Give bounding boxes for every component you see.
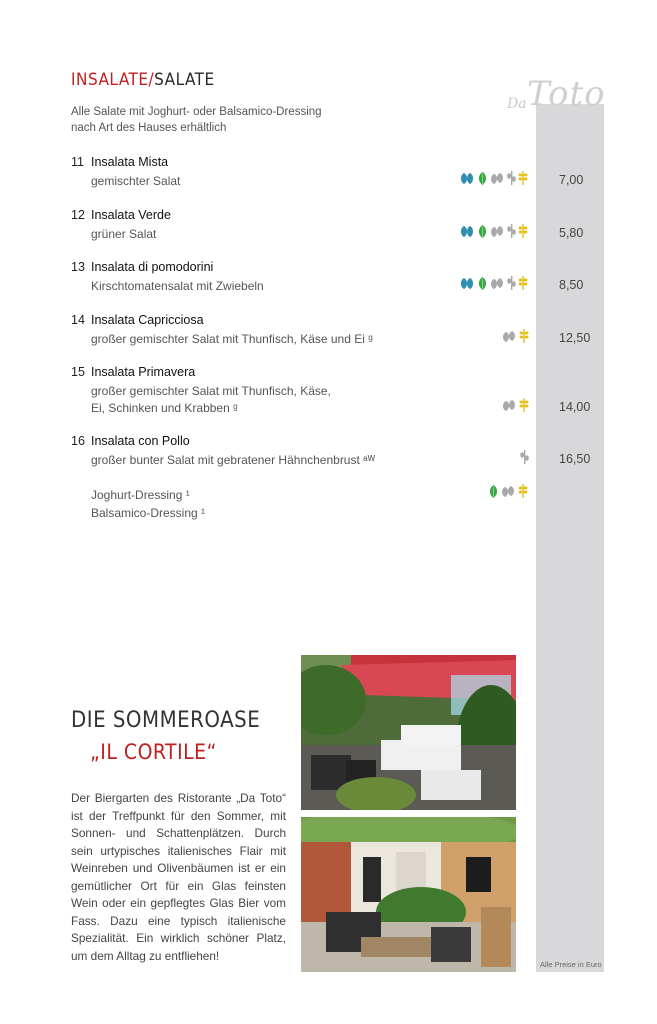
item-price: 7,00 bbox=[559, 173, 584, 187]
allergen-icons bbox=[460, 276, 528, 290]
item-price: 8,50 bbox=[559, 278, 584, 292]
logo-da-text: Da bbox=[507, 96, 527, 112]
leaf-grey-icon bbox=[490, 277, 505, 290]
item-description: großer bunter Salat mit gebratener Hähnchenbrust ᵃᵂ bbox=[91, 453, 376, 467]
intro-line-1: Alle Salate mit Joghurt- oder Balsamico-Dressing bbox=[71, 106, 322, 118]
heading-part2: SALATE bbox=[154, 70, 215, 90]
leaf-green-icon bbox=[477, 277, 488, 290]
item-price: 12,50 bbox=[559, 331, 591, 345]
allergen-icons bbox=[488, 484, 528, 498]
leaf-blue-icon bbox=[460, 225, 475, 238]
logo-toto-text: Toto bbox=[527, 74, 606, 114]
wheat-yellow-icon bbox=[518, 171, 528, 185]
price-footnote: Alle Preise in Euro bbox=[540, 960, 602, 969]
wheat-yellow-icon bbox=[518, 484, 528, 498]
wheat-yellow-icon bbox=[518, 276, 528, 290]
intro-text bbox=[71, 104, 391, 136]
garden-photo-red-umbrella bbox=[301, 655, 516, 810]
garden-photo-courtyard bbox=[301, 817, 516, 972]
item-number: 16 bbox=[71, 434, 85, 448]
leaf-blue-icon bbox=[460, 277, 475, 290]
leaf-green-icon bbox=[477, 225, 488, 238]
allergen-icons bbox=[460, 224, 528, 238]
menu-item bbox=[71, 260, 591, 296]
item-description-line-2: Ei, Schinken und Krabben ᵍ bbox=[91, 401, 238, 415]
intro-line-2: nach Art des Hauses erhältlich bbox=[71, 122, 227, 134]
wheat-yellow-icon bbox=[519, 329, 529, 343]
item-description-line-1: großer gemischter Salat mit Thunfisch, Käse, bbox=[91, 384, 331, 398]
menu-item bbox=[71, 208, 591, 244]
leaf-green-icon bbox=[477, 172, 488, 185]
wheat-yellow-icon bbox=[519, 398, 529, 412]
allergen-icons bbox=[502, 398, 529, 412]
item-number: 11 bbox=[71, 155, 84, 169]
dressing-balsamico: Balsamico-Dressing ¹ bbox=[91, 506, 206, 520]
menu-item bbox=[71, 155, 591, 191]
item-description: grüner Salat bbox=[91, 227, 157, 241]
item-number: 15 bbox=[71, 365, 85, 379]
leaf-grey-icon bbox=[490, 172, 505, 185]
leaf-grey-icon bbox=[502, 399, 517, 412]
grain-grey-icon bbox=[507, 171, 516, 185]
menu-item bbox=[71, 313, 591, 349]
item-number: 14 bbox=[71, 313, 85, 327]
leaf-blue-icon bbox=[460, 172, 475, 185]
item-name: Insalata Mista bbox=[91, 155, 169, 169]
item-name: Insalata Capricciosa bbox=[91, 313, 204, 327]
grain-grey-icon bbox=[507, 224, 516, 238]
menu-item bbox=[71, 365, 591, 421]
allergen-icons bbox=[520, 450, 529, 464]
item-number: 13 bbox=[71, 260, 85, 274]
dressing-list bbox=[91, 486, 205, 522]
heading-part1: INSALATE bbox=[71, 70, 149, 90]
dressing-joghurt: Joghurt-Dressing ¹ bbox=[91, 488, 190, 502]
grain-grey-icon bbox=[520, 450, 529, 464]
item-name: Insalata Primavera bbox=[91, 365, 196, 379]
menu-item bbox=[71, 434, 591, 470]
leaf-green-icon bbox=[488, 485, 499, 498]
leaf-grey-icon bbox=[502, 330, 517, 343]
sommeroase-text: Der Biergarten des Ristorante „Da Toto“ ist der Treffpunkt für den Sommer, mit Sonnen- und Schattenplätzen. Durch sein urtypisches italienisches Flair mit Weinreben und Olivenbäumen ist er ein gemütlicher Ort für ein Glas feinsten Wein oder ein gepflegtes Glas Bier vom Fass. Dazu eine typisch italienische Spezialität. Ein wirklich schöner Platz, um dem Alltag zu entfliehen! bbox=[71, 791, 286, 963]
wheat-yellow-icon bbox=[518, 224, 528, 238]
section-heading bbox=[71, 70, 215, 90]
heading-slash: / bbox=[148, 70, 155, 90]
item-name: Insalata con Pollo bbox=[91, 434, 190, 448]
sommeroase-title: DIE SOMMEROASE bbox=[71, 708, 261, 733]
item-description: großer gemischter Salat mit Thunfisch, Käse und Ei ᵍ bbox=[91, 332, 373, 346]
item-number: 12 bbox=[71, 208, 85, 222]
item-description: gemischter Salat bbox=[91, 174, 181, 188]
da-toto-logo bbox=[505, 68, 609, 114]
grain-grey-icon bbox=[507, 276, 516, 290]
leaf-grey-icon bbox=[501, 485, 516, 498]
allergen-icons bbox=[460, 171, 528, 185]
sommeroase-subtitle: „IL CORTILE“ bbox=[90, 740, 217, 764]
item-description: Kirschtomatensalat mit Zwiebeln bbox=[91, 279, 264, 293]
item-price: 16,50 bbox=[559, 452, 591, 466]
item-description bbox=[91, 383, 391, 417]
allergen-icons bbox=[502, 329, 529, 343]
item-name: Insalata di pomodorini bbox=[91, 260, 214, 274]
item-price: 14,00 bbox=[559, 400, 591, 414]
item-price: 5,80 bbox=[559, 226, 584, 240]
leaf-grey-icon bbox=[490, 225, 505, 238]
item-name: Insalata Verde bbox=[91, 208, 171, 222]
